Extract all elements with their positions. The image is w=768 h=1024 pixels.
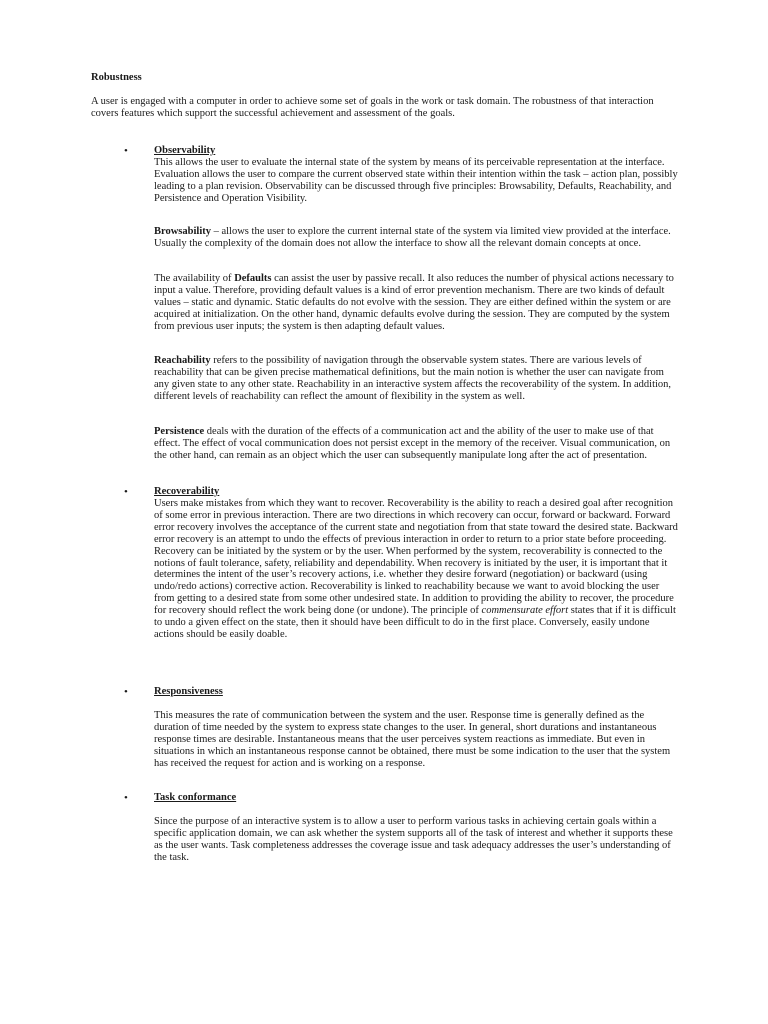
bullet-icon: • xyxy=(124,792,128,804)
commensurate-effort-term: commensurate effort xyxy=(481,605,569,617)
persistence-text: deals with the duration of the effects of a communication act and the ability of the user to make use of that effect. The effect of vocal communication does not persist except in the memory of the receiver. Visual communication, on the other hand, can remain as an object which the user can subsequently manipulate long after the act of presentation. xyxy=(154,426,671,461)
reachability-paragraph xyxy=(154,355,678,403)
browsability-term: Browsability xyxy=(154,226,211,237)
recoverability-text-b: states that if it is difficult to undo a given effect on the state, then it should have been difficult to do in the first place. Conversely, easily undone actions should be easily doable. xyxy=(154,605,676,640)
responsiveness-paragraph: This measures the rate of communication between the system and the user. Response time is generally defined as the duration of time needed by the system to express state changes to the user. In general, short durations and instantaneous response times are desirable. Instantaneous means that the user perceives system reactions as immediate. But even in situations in which an instantaneous response cannot be obtained, there must be some indication to the user that the system has received the request for action and is working on a response. xyxy=(154,710,671,769)
recoverability-text-a: Users make mistakes from which they want to recover. Recoverability is the ability to reach a desired goal after recognition of some error in previous interaction. There are two directions in which recovery can occur, forward or backward. Forward error recovery involves the acceptance of the current state and negotiation from that state toward the desired state. Backward error recovery is an attempt to undo the effects of previous interaction in order to return to a prior state before proceeding. Recovery can be initiated by the system or by the user. When performed by the system, recoverability is connected to the notions of fault tolerance, safety, reliability and dependability. When recovery is initiated by the user, it is important that it determines the intent of the user’s recovery actions, i.e. whether they desire forward (negotiation) or backward (using undo/redo actions) corrective action. Recoverability is linked to reachability because we want to avoid blocking the user from getting to a desired state from some other undesired state. In addition to providing the ability to recover, the procedure for recovery should reflect the work being done (or undone). The principle of xyxy=(154,498,678,617)
browsability-paragraph xyxy=(154,226,678,250)
recoverability-paragraph xyxy=(154,498,678,641)
section-title-observability: Observability xyxy=(154,145,216,156)
section-title-task-conformance: Task conformance xyxy=(154,792,237,803)
browsability-text: – allows the user to explore the current internal state of the system via limited view provided at the interface. Usually the complexity of the domain does not allow the interface to show all the relevant domain concepts at once. xyxy=(154,226,671,249)
defaults-prefix: The availability of xyxy=(154,273,235,284)
defaults-text: can assist the user by passive recall. It also reduces the number of physical actions necessary to input a value. Therefore, providing default values is a kind of error prevention mechanism. There are two kinds of default values – static and dynamic. Static defaults do not evolve with the session. They are either defined within the system or are acquired at initialization. On the other hand, dynamic defaults evolve during the session. They are computed by the system from previous user inputs; the system is then adapting default values. xyxy=(154,273,674,332)
bullet-icon: • xyxy=(124,686,128,698)
section-title-responsiveness: Responsiveness xyxy=(154,686,223,697)
defaults-term: Defaults xyxy=(234,273,272,284)
intro-paragraph: A user is engaged with a computer in order to achieve some set of goals in the work or task domain. The robustness of that interaction covers features which support the successful achievement and assessment of the goals. xyxy=(91,96,654,119)
persistence-paragraph xyxy=(154,426,678,462)
reachability-term: Reachability xyxy=(154,355,211,366)
persistence-term: Persistence xyxy=(154,426,205,437)
document-heading: Robustness xyxy=(91,72,142,83)
observability-paragraph: This allows the user to evaluate the internal state of the system by means of its perceivable representation at the interface. Evaluation allows the user to compare the current observed state within their intention within the task – action plan, possibly leading to a plan revision. Observability can be discussed through five principles: Browsability, Defaults, Reachability, and Persistence and Operation Visibility. xyxy=(154,157,678,204)
bullet-icon: • xyxy=(124,145,128,157)
reachability-text: refers to the possibility of navigation through the observable system states. There are various levels of reachability that can be given precise mathematical definitions, but the main notion is whether the user can navigate from any given state to any other state. Reachability in an interactive system affects the recoverability of the system. In addition, different levels of reachability can reflect the amount of flexibility in the system as well. xyxy=(154,355,672,402)
bullet-icon: • xyxy=(124,486,128,498)
defaults-paragraph xyxy=(154,273,678,333)
task-conformance-paragraph: Since the purpose of an interactive system is to allow a user to perform various tasks in achieving certain goals within a specific application domain, we can ask whether the system supports all of the task of interest and whether it supports these as the user wants. Task completeness addresses the coverage issue and task adequacy addresses the user’s understanding of the task. xyxy=(154,816,673,863)
section-title-recoverability: Recoverability xyxy=(154,486,220,497)
